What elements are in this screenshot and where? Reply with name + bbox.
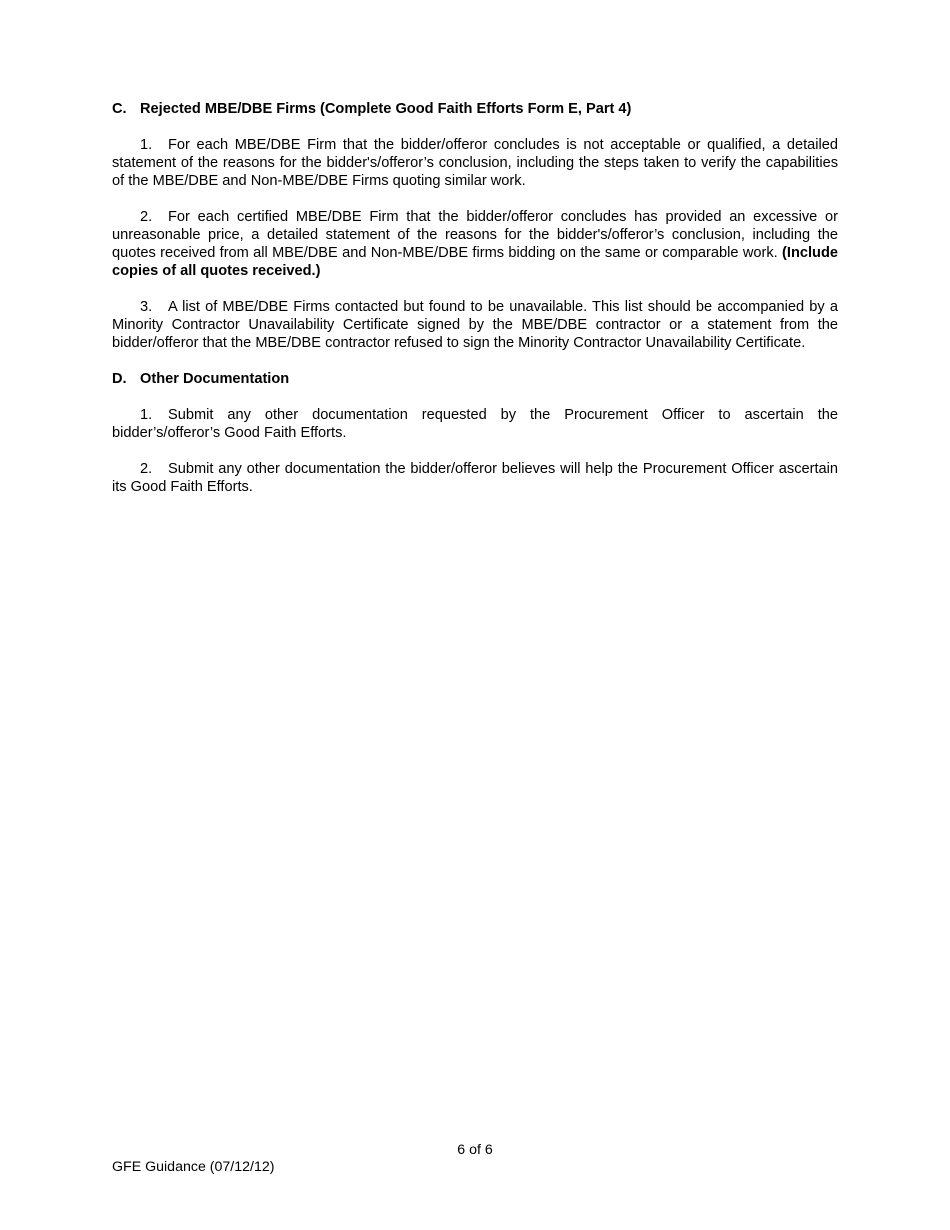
item-text: A list of MBE/DBE Firms contacted but found to be unavailable. This list should be accompanied by a Minority Contractor Unavailability Certificate signed by the MBE/DBE contractor or a statement from the bidder/offeror that the MBE/DBE contractor refused to sign the Minority Contractor Unavailability Certificate. (112, 299, 838, 351)
item-number: 1. (140, 137, 153, 153)
section-c-heading (112, 100, 838, 118)
item-text: For each MBE/DBE Firm that the bidder/offeror concludes is not acceptable or qualified, a detailed statement of the reasons for the bidder's/offeror’s conclusion, including the steps taken to verify the capabilities of the MBE/DBE and Non-MBE/DBE Firms quoting similar work. (112, 137, 838, 189)
section-d-heading (112, 370, 838, 388)
page-number: 6 of 6 (457, 1142, 493, 1158)
section-c-item-2 (112, 208, 838, 280)
section-d-item-1 (112, 406, 838, 442)
section-d-letter: D. (112, 371, 127, 387)
item-bold-note: (Include copies of all quotes received.) (112, 245, 838, 279)
item-text: For each certified MBE/DBE Firm that the bidder/offeror concludes has provided an excessive or unreasonable price, a detailed statement of the reasons for the bidder's/offeror’s conclusion, including the quotes received from all MBE/DBE and Non-MBE/DBE firms bidding on the same or comparable work. (112, 209, 838, 261)
section-d-title: Other Documentation (140, 371, 290, 387)
section-c-item-1 (112, 136, 838, 190)
section-c-letter: C. (112, 101, 127, 117)
item-number: 2. (140, 461, 153, 477)
section-c-item-3 (112, 298, 838, 352)
item-text: Submit any other documentation requested by the Procurement Officer to ascertain the bidder’s/offeror’s Good Faith Efforts. (112, 407, 838, 441)
section-d-item-2 (112, 460, 838, 496)
item-number: 1. (140, 407, 153, 423)
section-c-title: Rejected MBE/DBE Firms (Complete Good Faith Efforts Form E, Part 4) (140, 101, 632, 117)
item-text: Submit any other documentation the bidder/offeror believes will help the Procurement Officer ascertain its Good Faith Efforts. (112, 461, 838, 495)
item-number: 3. (140, 299, 153, 315)
document-page (112, 100, 838, 514)
document-label: GFE Guidance (07/12/12) (112, 1159, 275, 1175)
item-number: 2. (140, 209, 153, 225)
